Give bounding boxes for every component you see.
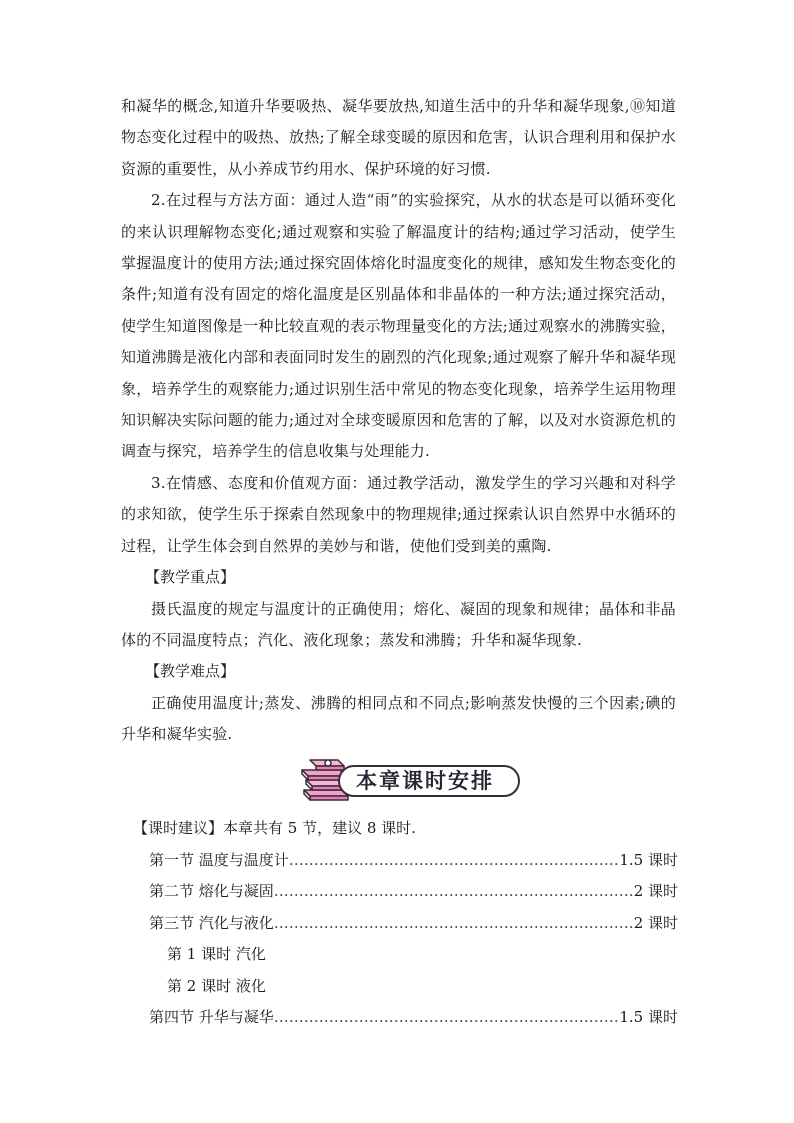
schedule-row-label: 第一节 温度与温度计 [149, 850, 289, 869]
schedule-suggestion [133, 813, 678, 845]
schedule-subrow-label: 第 1 课时 汽化 [167, 945, 266, 963]
schedule-row-hours: 2 课时 [633, 882, 678, 900]
chapter-schedule-banner [298, 756, 528, 806]
schedule-row-label: 第二节 熔化与凝固 [149, 882, 274, 900]
schedule-suggestion-text: 【课时建议】本章共有 5 节，建议 8 课时. [133, 819, 416, 837]
banner-title: 本章课时安排 [356, 769, 494, 793]
schedule-row-label: 第三节 汽化与液化 [149, 913, 274, 932]
schedule-row [133, 876, 678, 908]
leader-dots [274, 1002, 620, 1034]
difficulties-heading: 【教学难点】 [145, 662, 236, 681]
schedule-subrow [133, 971, 678, 1003]
paragraph-3: 3.在情感、态度和价值观方面：通过教学活动，激发学生的学习兴趣和对科学的求知欲，使学生乐于探索自然现象中的物理规律;通过探索认识自然界中水循环的过程，让学生体会到自然界的美妙与和谐，使他们受到美的熏陶. [121, 473, 676, 555]
paragraph-2: 2.在过程与方法方面：通过人造“雨”的实验探究，从水的状态是可以循环变化的来认识理解物态变化;通过观察和实验了解温度计的结构;通过学习活动，使学生掌握温度计的使用方法;通过探究固体熔化时温度变化的规律，感知发生物态变化的条件;知道有没有固定的熔化温度是区别晶体和非晶体的一种方法;通过探究活动，使学生知道图像是一种比较直观的表示物理量变化的方法;通过观察水的沸腾实验，知道沸腾是液化内部和表面同时发生的剧烈的汽化现象;通过观察了解升华和凝华现象，培养学生的观察能力;通过识别生活中常见的物态变化现象，培养学生运用物理知识解决实际问题的能力;通过对全球变暖原因和危害的了解，以及对水资源危机的调查与探究，培养学生的信息收集与处理能力. [121, 191, 676, 461]
key-points-text: 摄氏温度的规定与温度计的正确使用；熔化、凝固的现象和规律；晶体和非晶体的不同温度特点；汽化、液化现象；蒸发和沸腾；升华和凝华现象. [121, 599, 676, 649]
schedule-row [133, 908, 678, 940]
leader-dots [274, 876, 634, 908]
paragraph-1: 和凝华的概念,知道升华要吸热、凝华要放热,知道生活中的升华和凝华现象,⑩知道物态变化过程中的吸热、放热;了解全球变暖的原因和危害，认识合理利用和保护水资源的重要性，从小养成节约用水、保护环境的好习惯. [121, 97, 676, 178]
schedule-row-hours: 2 课时 [633, 913, 678, 932]
schedule-row-hours: 1.5 课时 [619, 850, 678, 869]
main-text [121, 91, 676, 751]
schedule [133, 813, 678, 1034]
schedule-subrow-label: 第 2 课时 液化 [167, 976, 266, 995]
schedule-row [133, 1002, 678, 1034]
leader-dots [274, 908, 634, 940]
schedule-row-hours: 1.5 课时 [619, 1008, 678, 1026]
leader-dots [289, 845, 620, 877]
key-points-heading: 【教学重点】 [145, 568, 236, 587]
schedule-row-label: 第四节 升华与凝华 [149, 1008, 274, 1026]
difficulties-text: 正确使用温度计;蒸发、沸腾的相同点和不同点;影响蒸发快慢的三个因素;碘的升华和凝华实验. [121, 693, 676, 744]
schedule-row [133, 845, 678, 877]
schedule-subrow [133, 939, 678, 971]
